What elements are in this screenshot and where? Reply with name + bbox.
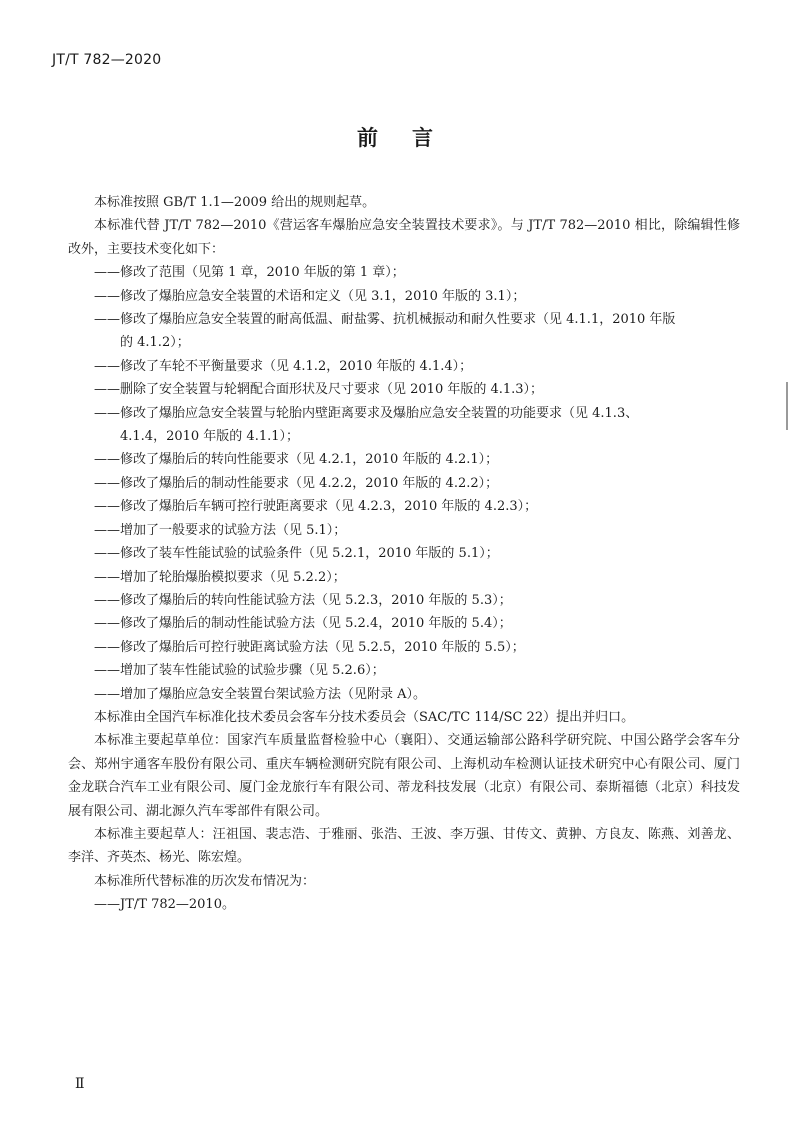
change-item: ——修改了爆胎后的转向性能试验方法（见 5.2.3，2010 年版的 5.3）； xyxy=(94,592,512,608)
paragraph-drafters: 本标准主要起草人：汪祖国、裴志浩、于雅丽、张浩、王波、李万强、甘传文、黄翀、方良友、陈燕、刘善龙、李洋、齐英杰、杨光、陈宏煌。 xyxy=(68,826,740,866)
document-body xyxy=(68,191,740,917)
page-number: Ⅱ xyxy=(75,1076,85,1092)
page-edge-mark xyxy=(786,382,788,430)
history-item: ——JT/T 782—2010。 xyxy=(94,897,235,913)
change-item: ——增加了爆胎应急安全装置台架试验方法（见附录 A）。 xyxy=(94,686,427,702)
change-item: ——修改了装车性能试验的试验条件（见 5.2.1，2010 年版的 5.1）； xyxy=(94,546,499,562)
change-item: ——修改了爆胎后的转向性能要求（见 4.2.1，2010 年版的 4.2.1）； xyxy=(94,452,499,468)
change-item: ——修改了爆胎后的制动性能试验方法（见 5.2.4，2010 年版的 5.4）； xyxy=(94,616,512,632)
change-item: ——修改了爆胎后的制动性能要求（见 4.2.2，2010 年版的 4.2.2）； xyxy=(94,475,499,491)
change-item xyxy=(68,308,740,355)
change-item: ——删除了安全装置与轮辋配合面形状及尺寸要求（见 2010 年版的 4.1.3）； xyxy=(94,382,544,398)
change-item xyxy=(68,402,740,449)
paragraph-replacement: 本标准代替 JT/T 782—2010《营运客车爆胎应急安全装置技术要求》。与 JT/T 782—2010 相比，除编辑性修改外，主要技术变化如下： xyxy=(68,218,740,257)
change-item-line: 4.1.4，2010 年版的 4.1.1）； xyxy=(120,429,300,445)
change-item: ——增加了一般要求的试验方法（见 5.1）； xyxy=(94,522,347,538)
change-item: ——增加了装车性能试验的试验步骤（见 5.2.6）； xyxy=(94,663,385,679)
change-item: ——修改了爆胎后可控行驶距离试验方法（见 5.2.5，2010 年版的 5.5）； xyxy=(94,639,525,655)
change-item: ——修改了范围（见第 1 章，2010 年版的第 1 章）； xyxy=(94,265,405,281)
change-item: ——增加了轮胎爆胎模拟要求（见 5.2.2）； xyxy=(94,569,346,585)
paragraph-proposer: 本标准由全国汽车标准化技术委员会客车分技术委员会（SAC/TC 114/SC 22）提出并归口。 xyxy=(94,709,635,725)
paragraph-history-intro: 本标准所代替标准的历次发布情况为： xyxy=(94,873,316,889)
change-item: ——修改了爆胎后车辆可控行驶距离要求（见 4.2.3，2010 年版的 4.2.3）； xyxy=(94,499,538,515)
page-title: 前言 xyxy=(357,126,467,150)
change-item: ——修改了车轮不平衡量要求（见 4.1.2，2010 年版的 4.1.4）； xyxy=(94,358,473,374)
change-item-line: ——修改了爆胎应急安全装置的耐高低温、耐盐雾、抗机械振动和耐久性要求（见 4.1.1，2010 年版 xyxy=(94,312,676,328)
paragraph-drafting-units: 本标准主要起草单位：国家汽车质量监督检验中心（襄阳）、交通运输部公路科学研究院、中国公路学会客车分会、郑州宇通客车股份有限公司、重庆车辆检测研究院有限公司、上海机动车检测认证技术研究中心有限公司、厦门金龙联合汽车工业有限公司、厦门金龙旅行车有限公司、蒂龙科技发展（北京）有限公司、泰斯福德（北京）科技发展有限公司、湖北源久汽车零部件有限公司。 xyxy=(68,733,740,819)
document-code: JT/T 782—2020 xyxy=(52,52,162,68)
paragraph-drafting-rule: 本标准按照 GB/T 1.1—2009 给出的规则起草。 xyxy=(94,195,376,210)
change-item: ——修改了爆胎应急安全装置的术语和定义（见 3.1，2010 年版的 3.1）； xyxy=(94,288,526,304)
change-item-line: ——修改了爆胎应急安全装置与轮胎内壁距离要求及爆胎应急安全装置的功能要求（见 4.1.3、 xyxy=(94,405,639,421)
change-item-line: 的 4.1.2）； xyxy=(120,335,190,351)
